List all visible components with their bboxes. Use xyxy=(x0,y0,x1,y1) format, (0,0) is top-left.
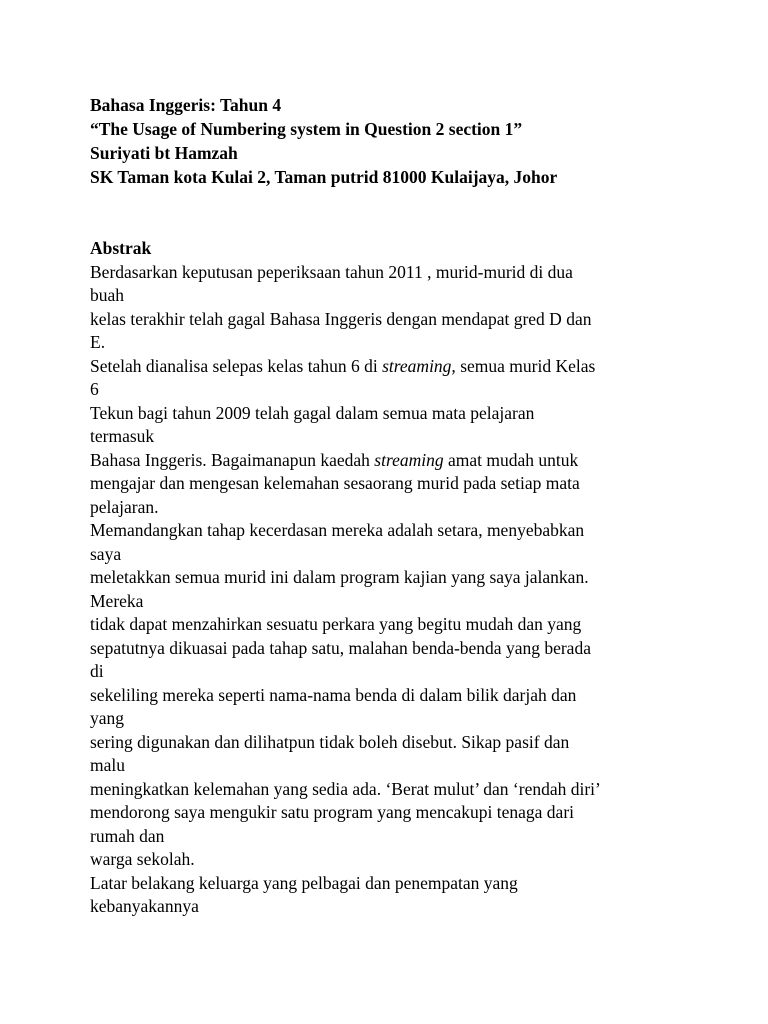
abstract-body xyxy=(90,261,710,919)
abstract-line: sekeliling mereka seperti nama-nama benda di dalam bilik darjah dan xyxy=(90,684,577,705)
author-name: Suriyati bt Hamzah xyxy=(90,143,238,163)
abstract-line: Berdasarkan keputusan peperiksaan tahun 2011 , murid-murid di dua xyxy=(90,261,573,282)
abstract-line: termasuk xyxy=(90,426,155,446)
abstract-line: sering digunakan dan dilihatpun tidak boleh disebut. Sikap pasif dan xyxy=(90,731,570,752)
abstract-text: Setelah dianalisa selepas kelas tahun 6 di xyxy=(90,355,383,376)
abstract-text: Bahasa Inggeris. Bagaimanapun kaedah xyxy=(90,449,375,470)
abstract-line: Tekun bagi tahun 2009 telah gagal dalam semua mata pelajaran xyxy=(90,402,535,423)
abstract-line: pelajaran. xyxy=(90,496,159,517)
abstract-line: kebanyakannya xyxy=(90,896,199,916)
abstract-line: tidak dapat menzahirkan sesuatu perkara yang begitu mudah dan yang xyxy=(90,614,582,634)
document-page xyxy=(90,93,710,919)
abstract-line: kelas terakhir telah gagal Bahasa Inggeris dengan mendapat gred D dan xyxy=(90,308,592,329)
abstract-line: 6 xyxy=(90,379,99,399)
subject-line: Bahasa Inggeris: Tahun 4 xyxy=(90,95,282,115)
abstract-text: amat mudah untuk xyxy=(443,449,579,470)
abstract-line: saya xyxy=(90,543,122,564)
abstract-line: meletakkan semua murid ini dalam program kajian yang saya jalankan. xyxy=(90,567,589,587)
paper-title: “The Usage of Numbering system in Question 2 section 1” xyxy=(90,119,523,139)
abstract-line: rumah dan xyxy=(90,825,165,846)
abstract-line: malu xyxy=(90,755,125,775)
abstract-line xyxy=(90,449,710,473)
abstract-line: meningkatkan kelemahan yang sedia ada. ‘Berat mulut’ dan ‘rendah diri’ xyxy=(90,778,601,799)
italic-term: streaming, xyxy=(382,355,456,376)
abstract-line: mendorong saya mengukir satu program yang mencakupi tenaga dari xyxy=(90,802,575,822)
abstract-line: sepatutnya dikuasai pada tahap satu, malahan benda-benda yang berada xyxy=(90,637,591,658)
abstract-line: di xyxy=(90,661,104,681)
abstract-line: yang xyxy=(90,708,125,728)
abstract-line: Latar belakang keluarga yang pelbagai dan penempatan yang xyxy=(90,872,518,893)
abstract-line: warga sekolah. xyxy=(90,849,195,869)
abstract-text: semua murid Kelas xyxy=(455,355,596,376)
abstract-line: E. xyxy=(90,332,106,352)
abstract-line: mengajar dan mengesan kelemahan sesaorang murid pada setiap mata xyxy=(90,473,580,493)
abstract-line: Memandangkan tahap kecerdasan mereka adalah setara, menyebabkan xyxy=(90,520,585,540)
abstract-heading: Abstrak xyxy=(90,238,152,258)
abstract-line: Mereka xyxy=(90,590,144,611)
abstract-line: buah xyxy=(90,285,125,305)
school-address: SK Taman kota Kulai 2, Taman putrid 81000 Kulaijaya, Johor xyxy=(90,167,558,187)
italic-term: streaming xyxy=(374,449,444,470)
abstract-line xyxy=(90,355,710,379)
